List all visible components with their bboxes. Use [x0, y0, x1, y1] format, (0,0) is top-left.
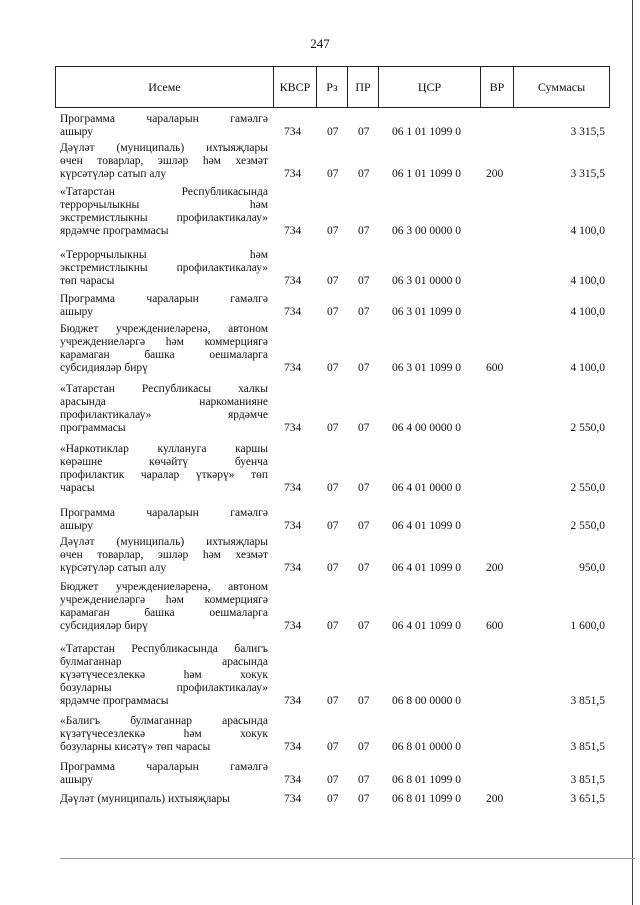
row-rz: 07 [327, 275, 339, 287]
row-name [60, 536, 268, 575]
row-name [60, 113, 268, 139]
row-name-line: «Наркотиклар куллануга каршы [60, 443, 268, 455]
row-sum: 3 315,5 [570, 126, 605, 138]
row-kbcr: 734 [284, 482, 302, 494]
row-kbcr: 734 [284, 168, 302, 180]
row-name-line: Бюджет учреждениеләренә, автоном [60, 581, 268, 593]
row-kbcr: 734 [284, 741, 302, 753]
row-sum: 2 550,0 [570, 520, 605, 532]
row-name-line: Бюджет учреждениеләренә, автоном [60, 323, 268, 335]
row-rz: 07 [327, 620, 339, 632]
row-csr: 06 3 01 1099 0 [392, 362, 461, 374]
row-rz: 07 [327, 741, 339, 753]
row-vr: 200 [486, 793, 504, 805]
row-kbcr: 734 [284, 793, 302, 805]
row-name-line: экстремистлыкны профилактикалау» [60, 262, 268, 274]
row-name-line: күрсәтүләр сатып алу [60, 562, 167, 574]
page-number: 247 [310, 36, 330, 51]
row-pr: 07 [358, 126, 370, 138]
row-name [60, 142, 268, 181]
row-kbcr: 734 [284, 620, 302, 632]
row-pr: 07 [358, 225, 370, 237]
row-name-line: күзәтүчесезлеккә һәм хокук [60, 728, 268, 740]
row-name-line: Дәүләт (муниципаль) ихтыяҗлары [60, 142, 268, 154]
row-name-line: төп чарасы [60, 275, 115, 287]
row-csr: 06 8 01 1099 0 [392, 793, 461, 805]
row-pr: 07 [358, 422, 370, 434]
row-rz: 07 [327, 362, 339, 374]
row-name-line: карамаган башка оешмаларга [60, 607, 268, 619]
header-sum: Суммасы [537, 80, 586, 94]
row-name-line: «Татарстан Республикасы халкы [60, 383, 268, 395]
row-name-line: террорчылыкны һәм [60, 199, 268, 211]
row-kbcr: 734 [284, 306, 302, 318]
row-name-line: Программа чараларын гамәлгә [60, 761, 268, 773]
row-vr: 200 [486, 562, 504, 574]
row-name-line: көрәшне көчәйтү буенча [60, 456, 268, 468]
row-vr: 600 [486, 620, 504, 632]
row-vr: 600 [486, 362, 504, 374]
row-name-line: профилактикалау» ярдәмче [60, 409, 268, 421]
row-name-line: өчен товарлар, эшләр һәм хезмәт [60, 155, 268, 167]
row-pr: 07 [358, 275, 370, 287]
row-name [60, 443, 268, 495]
row-csr: 06 1 01 1099 0 [392, 126, 461, 138]
row-csr: 06 3 01 0000 0 [392, 275, 461, 287]
row-kbcr: 734 [284, 562, 302, 574]
row-name-line: күзәтүчесезлеккә һәм хокук [60, 669, 268, 681]
row-name-line: арасында наркоманияне [60, 396, 268, 408]
row-rz: 07 [327, 695, 339, 707]
row-kbcr: 734 [284, 774, 302, 786]
header-pr: ПР [348, 67, 379, 107]
row-name-line: күрсәтүләр сатып алу [60, 168, 167, 180]
row-pr: 07 [358, 741, 370, 753]
row-name-line: ашыру [60, 520, 94, 532]
page-edge-line [632, 0, 633, 905]
row-csr: 06 3 01 1099 0 [392, 306, 461, 318]
row-csr: 06 4 01 0000 0 [392, 482, 461, 494]
row-name [60, 581, 268, 633]
row-name-line: учреждениеләргә һәм коммерциягә [60, 336, 268, 348]
row-rz: 07 [327, 168, 339, 180]
row-kbcr: 734 [284, 362, 302, 374]
row-rz: 07 [327, 225, 339, 237]
row-pr: 07 [358, 168, 370, 180]
row-name-line: учреждениеләргә һәм коммерциягә [60, 594, 268, 606]
row-csr: 06 1 01 1099 0 [392, 168, 461, 180]
row-name-line: «Террорчылыкны һәм [60, 249, 268, 261]
row-name-line: булмаганнар арасында [60, 656, 268, 668]
row-name-line: Программа чараларын гамәлгә [60, 507, 268, 519]
row-rz: 07 [327, 562, 339, 574]
row-name [60, 643, 268, 708]
header-name: Исеме [56, 67, 274, 107]
row-rz: 07 [327, 422, 339, 434]
row-name [60, 323, 268, 375]
row-name-line: субсидияләр бирү [60, 362, 148, 374]
row-name [60, 507, 268, 533]
row-sum: 1 600,0 [570, 620, 605, 632]
row-sum: 4 100,0 [570, 225, 605, 237]
row-csr: 06 8 01 1099 0 [392, 774, 461, 786]
header-kbcr: КВСР [274, 67, 317, 107]
row-name-line: өчен товарлар, эшләр һәм хезмәт [60, 549, 268, 561]
row-name-line: «Балигъ булмаганнар арасында [60, 715, 268, 727]
row-sum: 2 550,0 [570, 422, 605, 434]
row-sum: 3 851,5 [570, 695, 605, 707]
row-pr: 07 [358, 362, 370, 374]
row-kbcr: 734 [284, 126, 302, 138]
row-sum: 4 100,0 [570, 306, 605, 318]
row-sum: 950,0 [579, 562, 605, 574]
row-csr: 06 4 01 1099 0 [392, 620, 461, 632]
row-pr: 07 [358, 620, 370, 632]
row-name-line: субсидияләр бирү [60, 620, 148, 632]
row-name-line: чарасы [60, 482, 95, 494]
row-rz: 07 [327, 126, 339, 138]
bottom-rule [60, 858, 635, 859]
row-name [60, 293, 268, 319]
header-rz: Рз [317, 67, 348, 107]
row-pr: 07 [358, 793, 370, 805]
row-name [60, 715, 268, 754]
row-pr: 07 [358, 562, 370, 574]
row-sum: 3 851,5 [570, 741, 605, 753]
row-sum: 4 100,0 [570, 362, 605, 374]
row-name-line: Дәүләт (муниципаль) ихтыяҗлары [60, 793, 230, 805]
row-name-line: Программа чараларын гамәлгә [60, 113, 268, 125]
row-name-line: ашыру [60, 126, 94, 138]
row-pr: 07 [358, 774, 370, 786]
row-csr: 06 4 00 0000 0 [392, 422, 461, 434]
row-kbcr: 734 [284, 520, 302, 532]
row-vr: 200 [486, 168, 504, 180]
row-name-line: «Татарстан Республикасында балигъ [60, 643, 268, 655]
row-pr: 07 [358, 520, 370, 532]
row-rz: 07 [327, 793, 339, 805]
row-name-line: Дәүләт (муниципаль) ихтыяҗлары [60, 536, 268, 548]
row-name-line: карамаган башка оешмаларга [60, 349, 268, 361]
row-pr: 07 [358, 306, 370, 318]
row-name-line: бозуларны профилактикалау» [60, 682, 268, 694]
row-name-line: бозуларны кисәтү» төп чарасы [60, 741, 211, 753]
row-kbcr: 734 [284, 422, 302, 434]
row-csr: 06 3 00 0000 0 [392, 225, 461, 237]
row-sum: 2 550,0 [570, 482, 605, 494]
row-rz: 07 [327, 482, 339, 494]
row-name [60, 761, 268, 787]
row-rz: 07 [327, 774, 339, 786]
row-csr: 06 4 01 1099 0 [392, 520, 461, 532]
row-csr: 06 4 01 1099 0 [392, 562, 461, 574]
header-vr: ВР [481, 67, 514, 107]
row-name-line: ярдәмче программасы [60, 695, 169, 707]
row-name [60, 383, 268, 435]
row-name-line: «Татарстан Республикасында [60, 186, 268, 198]
row-kbcr: 734 [284, 275, 302, 287]
row-name-line: программасы [60, 422, 126, 434]
row-pr: 07 [358, 695, 370, 707]
row-sum: 3 315,5 [570, 168, 605, 180]
row-name-line: профилактик чаралар үткәрү» төп [60, 469, 268, 481]
row-rz: 07 [327, 306, 339, 318]
row-name-line: Программа чараларын гамәлгә [60, 293, 268, 305]
row-rz: 07 [327, 520, 339, 532]
header-csr: ЦСР [379, 67, 481, 107]
row-sum: 4 100,0 [570, 275, 605, 287]
row-name-line: ашыру [60, 306, 94, 318]
row-sum: 3 851,5 [570, 774, 605, 786]
row-name [60, 249, 268, 288]
row-sum: 3 651,5 [570, 793, 605, 805]
row-csr: 06 8 00 0000 0 [392, 695, 461, 707]
row-name [60, 186, 268, 238]
row-name-line: ашыру [60, 774, 94, 786]
row-name-line: экстремистлыкны профилактикалау» [60, 212, 268, 224]
row-name [60, 793, 268, 806]
row-kbcr: 734 [284, 225, 302, 237]
table-header [55, 66, 610, 108]
row-name-line: ярдәмче программасы [60, 225, 169, 237]
row-pr: 07 [358, 482, 370, 494]
row-csr: 06 8 01 0000 0 [392, 741, 461, 753]
row-kbcr: 734 [284, 695, 302, 707]
